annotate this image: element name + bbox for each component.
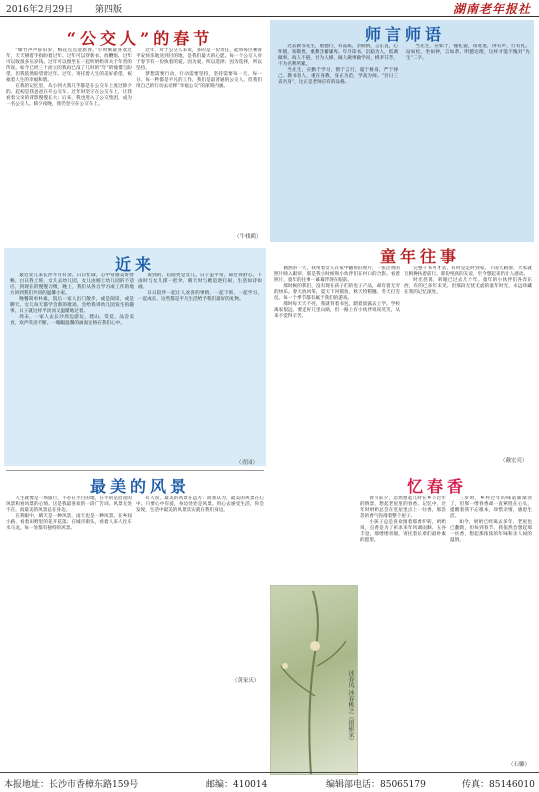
footer-phone: 编辑部电话：85065179 <box>326 780 426 790</box>
fengjing-col-1 <box>6 496 132 676</box>
tongnian-title: 童年往事 <box>379 247 460 266</box>
shiyan-para-1: 过去教书先生，重德行，有品质，亲睦情，言正直，心怀德，知敬畏，重教含蓄谦卑。年月读书，沉稳为人，低调做事。诲人不倦，甘为人梯，做人做事做学问，桃李芬芳，不为名利所累。 <box>278 44 398 67</box>
jinlai-para-3: 周末，一家人去长沙周边游玩，爬山、赏花、品尝美食，欢声笑语不断。一幅幅温馨的画面定格在我们心中。 <box>10 315 134 326</box>
issue-date: 2016年2月29日 <box>6 5 74 15</box>
chunjie-col-1 <box>6 48 132 233</box>
yixiang-para-1: 春节前夕，忽然想起儿时在乡下过年的情景，想起老屋里的春香。记忆中，过年时奶奶总会在堂屋里点上一炷香，那袅袅的香气弥漫着整个屋子。 <box>360 496 446 519</box>
chunjie-para-2: 在我的记忆里，从小到大我几乎都是在公交车上度过除夕的。起初是我爸爸在开公交车，过年时坚守在公交车上，让我看着父亲的背影慢慢长大；后来，我也进入了公交集团，成为一名公交人。除夕夜晚，我仍坚守在公交车上。 <box>6 84 132 107</box>
jinlai-para-5: 日日陪伴一起让人欢喜的事情，一起下班、一起学习、一起成长，这些都是平凡生活给予我们最好的礼物。 <box>138 291 262 302</box>
jinlai-col-1 <box>10 273 134 463</box>
chunjie-para-3: 过年，对于公交人来说，多的是一份责任，能将每位乘客平安快乐地送到目的地，是我们最大的心愿。每一个公交人对于春节有一份执着的爱。因为爱，所以选择；因为选择，所以坚持。 <box>136 48 262 71</box>
page-number: 第四版 <box>95 5 123 15</box>
jinlai-para-2: 晚餐简单朴素，饭后一家人出门散步，或是阅读，或是聊天。女儿每天都学会新的歌谣，会给我讲幼儿园发生的趣事。日子就这样平淡而又温暖地过着。 <box>10 297 134 314</box>
footer-address: 本报地址：长沙市香樟东路159号 <box>4 780 139 790</box>
yixiang-byline: （石懒） <box>508 762 531 768</box>
fengjing-para-2: 在我眼中，晴天是一种风景，雨天也是一种风景。在乡间小路，看着田野里的花开花落；在城市街头，看着人来人往车水马龙。每一处都有独特的风景。 <box>6 514 132 531</box>
jinlai-title: 近来 <box>114 255 155 274</box>
yixiang-col-2 <box>450 496 532 766</box>
shiyan-title: 师言师语 <box>364 25 445 44</box>
tongnian-para-2: 那时候的我们，没有现在孩子们的电子产品，却有着无穷的快乐。春天放风筝，夏天下河摸鱼，秋天捡稻穗，冬天打雪仗。每一个季节都有属于我们的游戏。 <box>274 284 400 301</box>
jinlai-para-4: 说到的，后面更是女儿。日子虽平常，却过得舒心。下雨时与女儿撑一把伞，晴天时与她追逐打闹，生活如诗如画。 <box>138 273 262 290</box>
plant-photo <box>270 585 358 775</box>
shiyan-col-1 <box>278 44 398 236</box>
chunjie-title: “公交人”的春节 <box>66 29 214 48</box>
tongnian-para-1: 偶然的一天，我带着女儿在家中翻看旧照片，一张泛黄的照片映入眼帘，那是我小时候和小伙伴们在村口的合影。看着照片，童年的往事一幕幕浮现在眼前。 <box>274 266 400 283</box>
jinlai-col-2 <box>138 273 262 463</box>
fengjing-para-3: 有人说，最美的风景在远方；而我认为，最美的风景在心中。只要心中有爱，身边处处是风景。用心去感受生活，你会发现，生活中最美的风景其实就在我们身边。 <box>136 496 264 513</box>
jinlai-para-1: 最近女儿来长沙半月有余。日日忙碌，心中常感美好舒畅。白日我上班，女儿去幼儿园，女儿由刚上幼儿园的不适应，到现在的慢慢习惯，晚上，我们从各自学习或工作的地方回到我们共同的温馨小家。 <box>10 273 134 296</box>
section-divider <box>6 470 264 471</box>
chunjie-para-4: 梦想需要行动，行动需要坚持，坚持需要每一天。每一分、每一秒都是平凡的工作，我们是最普通的公交人，但我们用自己的行动去诠释“幸福公交”的深刻内涵。 <box>136 72 262 89</box>
yixiang-title: 忆春香 <box>406 477 467 496</box>
shiyan-para-3: 当先生，应如于，懂礼貌，知进退，讲有声，行有礼。站如松，坐如钟，言如恭，明德达理，这样才能不愧对“先生”二字。 <box>406 44 530 61</box>
footer-postcode: 邮编：410014 <box>206 780 268 790</box>
footer-fax: 传真：85146010 <box>462 780 535 790</box>
page-footer <box>0 772 539 792</box>
tongnian-col-2 <box>404 266 532 462</box>
tongnian-para-5: 时光荏苒，转眼已过去几十年。童年的小伙伴们各奔东西，有的已多年未见。但那段无忧无虑的童年时光，永远珍藏在我的记忆深处。 <box>404 278 532 295</box>
fengjing-col-2 <box>136 496 264 676</box>
jinlai-byline: （青园） <box>236 460 259 466</box>
chunjie-col-2 <box>136 48 262 233</box>
photo-caption: 沐春风 沐春桃之（摄影家） <box>347 670 354 744</box>
tongnian-byline: （戴宏亮） <box>500 458 528 464</box>
chunjie-byline: （牛栈鹤） <box>234 234 262 240</box>
yixiang-para-4: 如今，奶奶已经离去多年，老屋也已翻新，但每到春节，我依然会想起那一炷香，想起那浓浓的年味和亲人间的温情。 <box>450 520 532 543</box>
tongnian-col-1 <box>274 266 400 462</box>
fengjing-para-1: 人生就像是一场旅行，不必在乎目的地，在乎的是沿途的风景和看风景的心情。这是我最喜欢的一段广告词。风景无处不在，而最美的风景总在身边。 <box>6 496 132 513</box>
yixiang-para-3: 三岁时，乡村过年的味道渐渐淡了，但那一缕春香却一直萦绕在心头，提醒着我不忘根本，珍惜亲情，感恩生活。 <box>450 496 532 519</box>
yixiang-col-1 <box>360 496 446 766</box>
shiyan-col-2 <box>406 44 530 236</box>
chunjie-para-1: “爆竹声声辞旧岁，梅花点点迎新春。”小时候最喜欢过年，天天掰着手指盼着过年。过年可以穿新衣、放鞭炮、过年可以收很多压岁钱。过年可以围坐在一起听奶奶讲关于年兽的传说。如今已经三十而立的我再已没了儿时的“年”的憧憬与盼望，但我依然盼望着过年。过年，寄托着人生的美好希望，祝福着人生的幸福和谐。 <box>6 48 132 83</box>
tongnian-para-4: 完整干书可才去，有时是走时到家。下雨天路滑，大家就互相搀扶着前行。那份纯真的友谊，至今想起来仍让人感动。 <box>404 266 532 277</box>
yixiang-para-2: 小孩子总是喜欢围着那香炉转，奶奶说，点香是为了祈求来年风调雨顺、五谷丰登。那缕缕青烟，寄托着长辈们最朴素的愿望。 <box>360 520 446 543</box>
shiyan-para-2: 当先生，应勤于学习，慎于言行，谨于修身，严于律己。教书育人，重在身教，身正为范，学高为师。“吾日三省吾身”，这正是老师应有的品格。 <box>278 68 398 85</box>
fengjing-byline: （黄家庆） <box>232 678 260 684</box>
newspaper-logo: 湖南老年报社 <box>452 2 531 16</box>
page-header <box>0 0 539 17</box>
tongnian-para-3: 那时每天天不亮，我就背着书包，踏着晨露去上学。学校离家很远，要走好几里山路，但一路上有小伙伴说说笑笑，从来不觉得辛苦。 <box>274 302 400 319</box>
fengjing-title: 最美的风景 <box>89 477 190 496</box>
